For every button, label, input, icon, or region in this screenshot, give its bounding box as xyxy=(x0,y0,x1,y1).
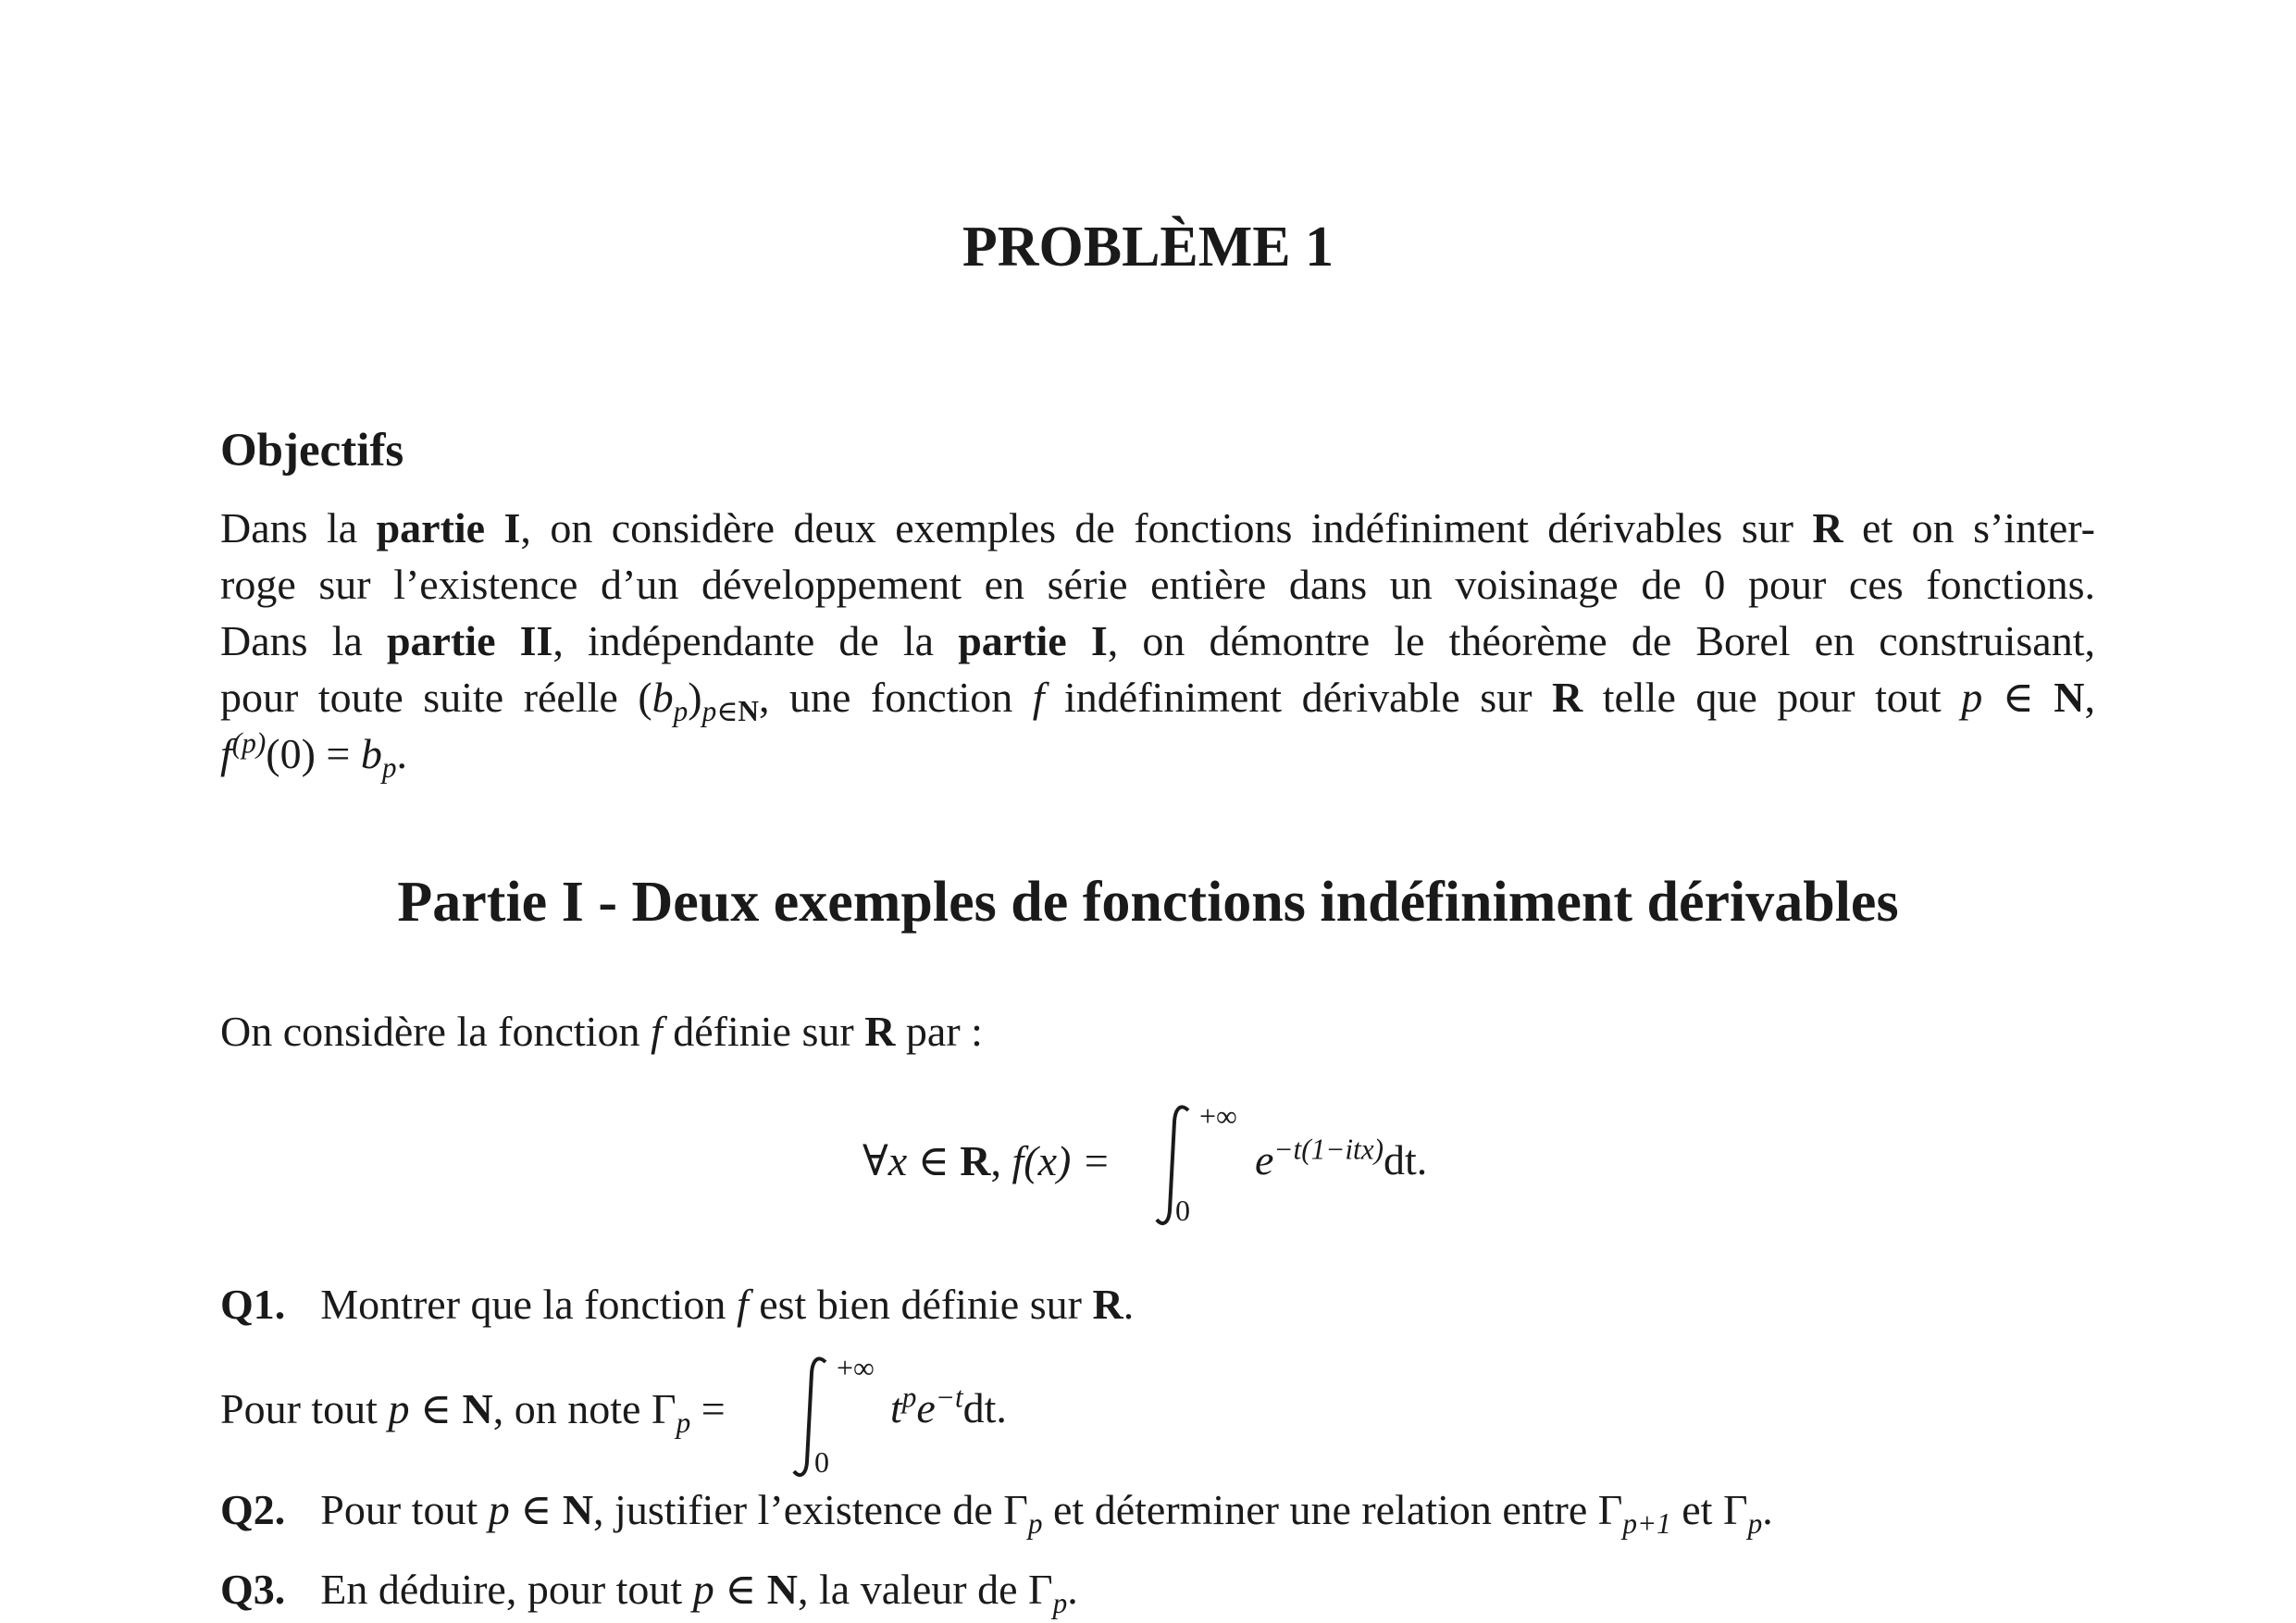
text: , on démontre le théorème de Borel en construisant, xyxy=(1107,617,2095,664)
text: est bien définie sur xyxy=(748,1281,1093,1328)
objectifs-line-3 xyxy=(220,613,2095,669)
text: ∈ xyxy=(907,1137,961,1184)
text: définie sur xyxy=(662,1008,865,1055)
text: (0) = xyxy=(266,730,361,777)
math-sub: p xyxy=(1027,1507,1043,1541)
math-p: p xyxy=(388,1385,410,1432)
math-p: p xyxy=(488,1486,510,1533)
math-p: p xyxy=(692,1566,714,1613)
math-exponent: −t xyxy=(935,1381,963,1414)
forall-symbol: ∀ xyxy=(863,1137,888,1184)
text: pour toute suite réelle ( xyxy=(220,674,652,721)
text: = xyxy=(690,1385,726,1432)
text: Dans la xyxy=(220,504,377,551)
math-b: b xyxy=(360,730,382,777)
text: et on s’inter- xyxy=(1843,504,2095,551)
set-R: R xyxy=(1092,1281,1123,1328)
text: ∈ xyxy=(409,1385,463,1432)
integral-upper-bound: +∞ xyxy=(1199,1099,1237,1133)
objectifs-line-1 xyxy=(220,500,2095,556)
text: Pour tout xyxy=(320,1486,489,1533)
text: . xyxy=(1762,1486,1773,1533)
text: par : xyxy=(895,1008,983,1055)
text: indéfiniment dérivable sur xyxy=(1044,674,1552,721)
text: , on considère deux exemples de fonctions indéfiniment dérivables sur xyxy=(520,504,1813,551)
problem-title: PROBLÈME 1 xyxy=(962,216,1334,279)
objectifs-line-2: roge sur l’existence d’un développement en série entière dans un voisinage de 0 pour ces fonctions. xyxy=(220,561,2095,608)
text: , xyxy=(990,1137,1012,1184)
set-R: R xyxy=(1551,674,1583,721)
text: , xyxy=(2084,674,2096,721)
text: telle que pour tout xyxy=(1582,674,1962,721)
math-x: x xyxy=(887,1137,908,1184)
integral-lower-bound: 0 xyxy=(1175,1194,1190,1227)
text: dt. xyxy=(1384,1136,1428,1183)
set-R: R xyxy=(864,1008,896,1055)
math-exponent: −t(1−itx) xyxy=(1273,1133,1384,1166)
math-f: f xyxy=(220,730,232,777)
text: ∈ xyxy=(1982,674,2054,721)
text-bold: partie II xyxy=(386,617,553,664)
text: , une fonction xyxy=(759,674,1033,721)
math-p: p xyxy=(1961,674,1983,721)
math-e: e xyxy=(1255,1136,1274,1183)
gamma-definition-integrand xyxy=(890,1383,1007,1432)
math-f: f xyxy=(1011,1137,1024,1184)
math-arg: (x) = xyxy=(1024,1137,1111,1184)
math-sub: p∈ xyxy=(701,695,738,728)
math-sub: p xyxy=(1052,1587,1068,1620)
objectifs-line-4 xyxy=(220,669,2096,728)
set-N: N xyxy=(738,695,759,728)
partie-1-title: Partie I - Deux exemples de fonctions indéfiniment dérivables xyxy=(397,871,1899,934)
math-b: b xyxy=(652,674,674,721)
math-sub: p xyxy=(673,695,689,728)
math-sub: p xyxy=(676,1406,691,1440)
question-1 xyxy=(220,1280,1134,1329)
text: . xyxy=(1123,1281,1135,1328)
math-f: f xyxy=(736,1281,749,1328)
math-f: f xyxy=(1032,674,1045,721)
text: dt. xyxy=(962,1384,1007,1431)
math-sub: p xyxy=(1747,1507,1763,1541)
text: et déterminer une relation entre Γ xyxy=(1042,1486,1623,1533)
set-N: N xyxy=(562,1486,594,1533)
question-label: Q3. xyxy=(220,1566,286,1613)
math-e: e xyxy=(916,1384,936,1431)
question-label: Q2. xyxy=(220,1486,286,1533)
text: On considère la fonction xyxy=(220,1008,651,1055)
gamma-definition-lhs xyxy=(220,1383,726,1440)
text-bold: partie I xyxy=(958,617,1108,664)
equation-f-definition-integrand xyxy=(1255,1135,1427,1184)
text: , la valeur de Γ xyxy=(798,1566,1053,1613)
text: , indépendante de la xyxy=(552,617,959,664)
objectifs-line-5 xyxy=(220,725,2095,785)
math-t: t xyxy=(890,1384,902,1431)
text-bold: partie I xyxy=(376,504,521,551)
equation-f-definition-lhs xyxy=(863,1135,1111,1185)
objectifs-heading: Objectifs xyxy=(220,425,404,477)
text: Pour tout xyxy=(220,1385,389,1432)
math-sub: p xyxy=(381,751,397,785)
text: Dans la xyxy=(220,617,387,664)
math-f: f xyxy=(650,1008,663,1055)
text: ∈ xyxy=(509,1486,563,1533)
objectifs-paragraph xyxy=(220,500,2096,785)
text: , on note Γ xyxy=(492,1385,676,1432)
set-R: R xyxy=(960,1137,991,1184)
text: ) xyxy=(688,674,702,721)
text: . xyxy=(396,730,407,777)
set-R: R xyxy=(1812,504,1843,551)
question-2 xyxy=(220,1484,1773,1541)
integral-sign xyxy=(1151,1101,1198,1231)
text: . xyxy=(1067,1566,1078,1613)
math-exponent: p xyxy=(901,1381,917,1414)
text: En déduire, pour tout xyxy=(320,1566,693,1613)
text: et Γ xyxy=(1670,1486,1748,1533)
text: Montrer que la fonction xyxy=(320,1281,737,1328)
set-N: N xyxy=(766,1566,798,1613)
integral-upper-bound: +∞ xyxy=(837,1351,875,1384)
set-N: N xyxy=(462,1385,493,1432)
math-sup: (p) xyxy=(231,726,267,760)
integral-lower-bound: 0 xyxy=(814,1445,829,1479)
text: ∈ xyxy=(714,1566,767,1613)
question-label: Q1. xyxy=(220,1281,286,1328)
set-N: N xyxy=(2054,674,2085,721)
intro-line xyxy=(220,1007,983,1056)
question-3 xyxy=(220,1564,1078,1620)
math-sub: p+1 xyxy=(1622,1507,1671,1541)
text: , justifier l’existence de Γ xyxy=(593,1486,1028,1533)
